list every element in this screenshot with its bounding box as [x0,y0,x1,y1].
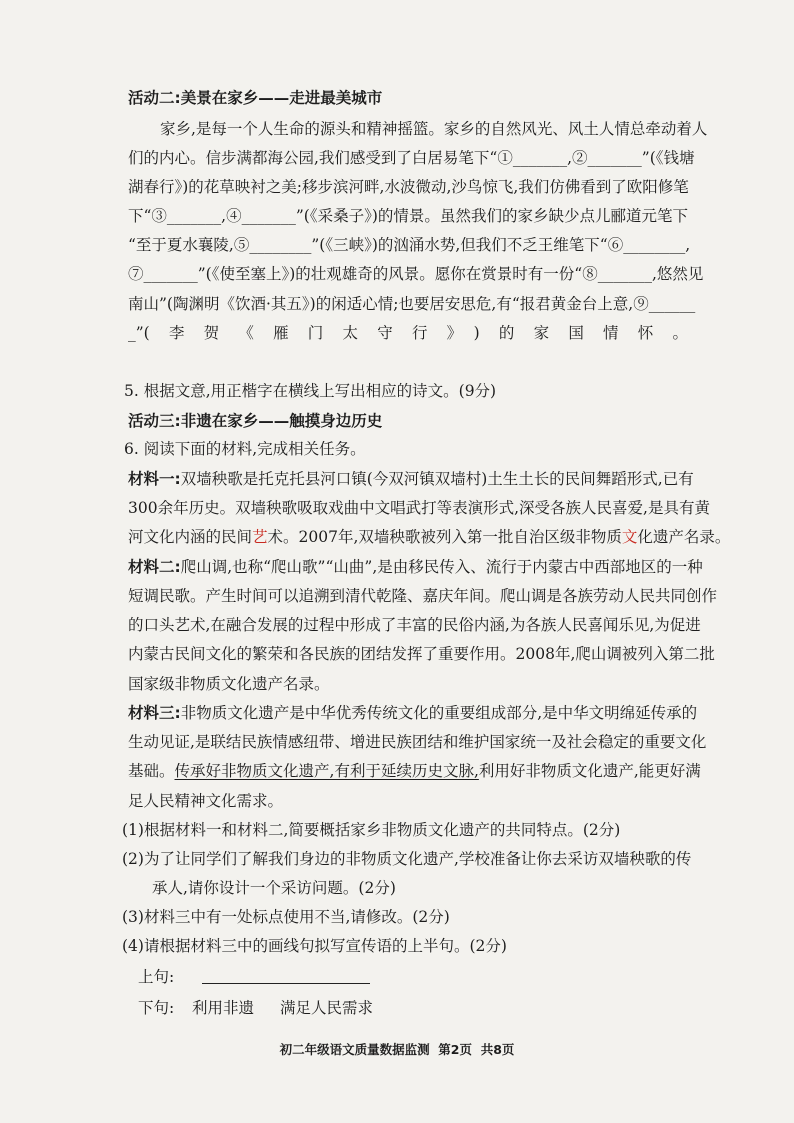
sub-question-2-cont: 承人,请你设计一个采访问题。(2分) [152,879,396,897]
paragraph-line: “至于夏水襄陵,⑤________”(《三峡》)的汹涌水势,但我们不乏王维笔下“⑥________, [128,236,691,254]
lower-line-label: 下句: [138,999,175,1017]
paragraph-line: 南山”(陶渊明《饮酒·其五》)的闲适心情;也要居安思危,有“报君黄金台上意,⑨______ [128,295,696,313]
underlined-sentence: 传承好非物质文化遗产,有利于延续历史文脉, [174,762,479,780]
material-one-line: 材料一:双墙秧歌是托克托县河口镇(今双河镇双墙村)土生土长的民间舞蹈形式,已有 [128,470,694,488]
question-six: 6. 阅读下面的材料,完成相关任务。 [124,440,366,458]
material-one-line: 河文化内涵的民间艺术。2007年,双墙秧歌被列入第一批自治区级非物质文化遗产名录。 [128,528,731,546]
material-three-line: 足人民精神文化需求。 [128,792,284,810]
upper-line-blank[interactable] [202,983,370,984]
activity-two-heading: 活动二:美景在家乡——走进最美城市 [128,89,383,107]
paragraph-line: 们的内心。信步满都海公园,我们感受到了白居易笔下“①_______,②_______”(《钱塘 [128,149,695,167]
paragraph-line: 湖春行》)的花草映衬之美;移步滨河畔,水波微动,沙鸟惊飞,我们仿佛看到了欧阳修笔 [128,178,689,196]
paragraph-line: ⑦_______”(《使至塞上》)的壮观雄奇的风景。愿你在赏景时有一份“⑧_______,悠然见 [128,265,704,283]
material-two-line: 内蒙古民间文化的繁荣和各民族的团结发挥了重要作用。2008年,爬山调被列入第二批 [128,645,715,663]
material-two-line: 国家级非物质文化遗产名录。 [128,675,330,693]
lower-line-part-1: 利用非遗 [192,999,255,1017]
material-three-line: 基础。传承好非物质文化遗产,有利于延续历史文脉,利用好非物质文化遗产,能更好满 [128,762,701,780]
paragraph-line: 下“③_______,④_______”(《采桑子》)的情景。虽然我们的家乡缺少点儿郦道元笔下 [128,207,688,225]
sub-question-4: (4)请根据材料三中的画线句拟写宣传语的上半句。(2分) [122,937,507,955]
sub-question-2: (2)为了让同学们了解我们身边的非物质文化遗产,学校准备让你去采访双墙秧歌的传 [122,850,692,868]
material-two-line: 的口头艺术,在融合发展的过程中形成了丰富的民俗内涵,为各族人民喜闻乐见,为促进 [128,616,701,634]
material-three-line: 生动见证,是联结民族情感纽带、增进民族团结和维护国家统一及社会稳定的重要文化 [128,733,707,751]
material-three-line: 材料三:非物质文化遗产是中华优秀传统文化的重要组成部分,是中华文明绵延传承的 [128,704,698,722]
material-two-line: 材料二:爬山调,也称“爬山歌”“山曲”,是由移民传入、流行于内蒙古中西部地区的一种 [128,558,703,576]
question-five: 5. 根据文意,用正楷字在横线上写出相应的诗文。(9分) [124,382,497,400]
paragraph-line: _”(李贺《雁门太守行》)的家国情怀。 [128,324,688,342]
paragraph-line: 家乡,是每一个人生命的源头和精神摇篮。家乡的自然风光、风土人情总牵动着人 [160,120,708,138]
sub-question-3: (3)材料三中有一处标点使用不当,请修改。(2分) [122,908,450,926]
sub-question-1: (1)根据材料一和材料二,简要概括家乡非物质文化遗产的共同特点。(2分) [122,821,621,839]
material-one-line: 300余年历史。双墙秧歌吸取戏曲中文唱武打等表演形式,深受各族人民喜爱,是具有黄 [128,499,710,517]
upper-line-label: 上句: [138,968,175,986]
lower-line-part-2: 满足人民需求 [280,999,374,1017]
material-two-line: 短调民歌。产生时间可以追溯到清代乾隆、嘉庆年间。爬山调是各族劳动人民共同创作 [128,587,718,605]
page-footer: 初二年级语文质量数据监测 第2页 共8页 [279,1042,515,1057]
activity-three-heading: 活动三:非遗在家乡——触摸身边历史 [128,412,383,430]
